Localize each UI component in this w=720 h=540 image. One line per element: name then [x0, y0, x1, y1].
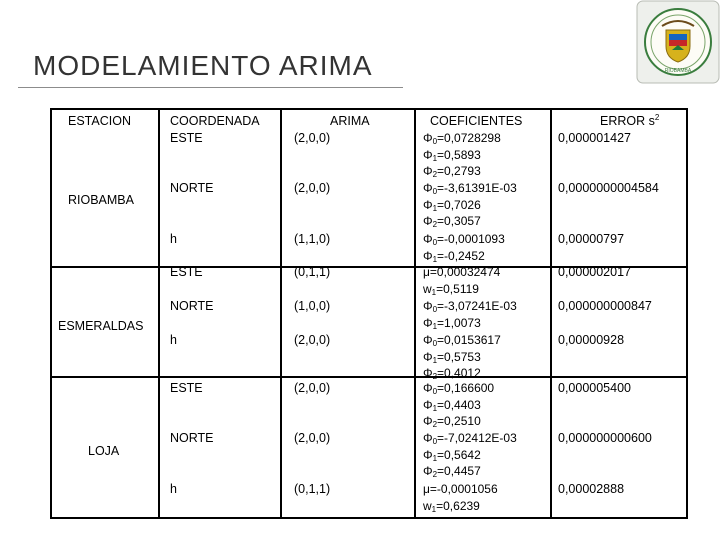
coefficient-line	[423, 481, 498, 498]
coefficient-line	[423, 332, 501, 349]
coefficient-line	[423, 380, 494, 397]
arima-order-cell: (2,0,0)	[294, 431, 331, 445]
coefficient-value: =0,5119	[436, 281, 479, 296]
title-underline	[18, 87, 403, 88]
coefficient-value: =-3,61391E-03	[437, 181, 517, 195]
coefficient-symbol: Φ	[423, 214, 433, 228]
arima-order-cell: (0,1,1)	[294, 265, 331, 279]
coordenada-cell: ESTE	[170, 131, 203, 145]
coefficient-symbol: μ	[423, 482, 430, 496]
error-value-cell: 0,00002888	[558, 482, 625, 496]
table-bottom-border	[50, 517, 688, 519]
header-error-exponent: 2	[654, 113, 660, 122]
slide-title: MODELAMIENTO ARIMA	[33, 50, 373, 81]
coefficient-subscript: 0	[432, 339, 438, 348]
coefficient-value: =0,2793	[437, 164, 481, 178]
coefficient-symbol: Φ	[423, 366, 433, 380]
coefficient-line	[423, 413, 481, 430]
coefficient-value: =-0,0001056	[429, 482, 498, 496]
coordenada-cell: NORTE	[170, 299, 214, 313]
coordenada-cell: h	[170, 333, 177, 347]
coefficient-line	[423, 463, 481, 480]
station-esmeraldas: ESMERALDAS	[58, 319, 144, 333]
coefficient-line	[423, 248, 485, 265]
arima-order-cell: (2,0,0)	[294, 333, 331, 347]
col-divider-2	[280, 108, 282, 518]
table-right-border	[686, 108, 688, 518]
coefficient-line	[423, 180, 517, 197]
coefficient-subscript: 1	[432, 403, 438, 413]
coefficient-symbol: Φ	[423, 299, 433, 313]
header-arima: ARIMA	[330, 114, 370, 128]
arima-order-cell: (1,1,0)	[294, 232, 331, 246]
coefficient-symbol: Φ	[423, 147, 433, 162]
group-divider-2	[50, 376, 688, 378]
university-seal-icon	[636, 0, 720, 84]
coefficient-symbol: Φ	[423, 131, 433, 145]
header-error-text: ERROR s	[600, 114, 655, 128]
header-coordenada: COORDENADA	[170, 114, 260, 128]
coefficient-value: =0,0728298	[437, 131, 501, 145]
coefficient-symbol: w	[423, 281, 432, 296]
coordenada-cell: h	[170, 232, 177, 246]
coefficient-value: =0,4012	[437, 366, 481, 380]
coordenada-cell: ESTE	[170, 381, 203, 395]
coefficient-symbol: Φ	[423, 381, 433, 395]
coefficient-subscript: 1	[432, 321, 438, 331]
coefficient-value: =-0,2452	[437, 248, 485, 263]
coefficient-value: =0,2510	[437, 414, 481, 428]
error-value-cell: 0,000002017	[558, 265, 631, 279]
coefficient-subscript: 2	[432, 220, 438, 229]
coefficient-line	[423, 264, 500, 281]
coefficient-subscript: 1	[431, 504, 437, 514]
coefficient-value: =0,4457	[437, 464, 481, 478]
coefficient-value: =0,5753	[437, 349, 481, 364]
coefficient-symbol: Φ	[423, 349, 433, 364]
arima-table	[50, 108, 688, 518]
station-loja: LOJA	[88, 444, 120, 458]
coefficient-value: =0,0153617	[437, 333, 501, 347]
error-value-cell: 0,00000797	[558, 232, 625, 246]
coefficient-subscript: 1	[431, 287, 437, 297]
coefficient-symbol: Φ	[423, 164, 433, 178]
arima-order-cell: (2,0,0)	[294, 181, 331, 195]
header-coeficientes: COEFICIENTES	[430, 114, 523, 128]
coefficient-subscript: 1	[432, 153, 438, 163]
coefficient-symbol: w	[423, 498, 432, 513]
coefficient-value: =-3,07241E-03	[437, 299, 517, 313]
arima-order-cell: (1,0,0)	[294, 299, 331, 313]
coefficient-value: =0,166600	[437, 381, 495, 395]
col-divider-1	[158, 108, 160, 518]
seal-text: RIOBAMBA	[664, 68, 692, 74]
coefficient-line	[423, 130, 501, 147]
coordenada-cell: h	[170, 482, 177, 496]
coefficient-line	[423, 163, 481, 180]
coefficient-subscript: 2	[432, 170, 438, 179]
arima-order-cell: (2,0,0)	[294, 131, 331, 145]
coefficient-value: =0,6239	[436, 498, 480, 513]
coefficient-subscript: 0	[432, 387, 438, 396]
table-left-border	[50, 108, 52, 518]
coefficient-symbol: Φ	[423, 431, 433, 445]
coefficient-subscript: 0	[432, 137, 438, 146]
coefficient-line	[423, 147, 481, 164]
coefficient-line	[423, 430, 517, 447]
station-riobamba: RIOBAMBA	[68, 193, 134, 207]
coefficient-value: =1,0073	[437, 315, 481, 330]
coefficient-line	[423, 281, 479, 298]
coefficient-subscript: 1	[432, 355, 438, 365]
coefficient-line	[423, 197, 481, 214]
coefficient-symbol: Φ	[423, 197, 433, 212]
coefficient-symbol: Φ	[423, 181, 433, 195]
coefficient-value: =0,5893	[437, 147, 481, 162]
coefficient-line	[423, 349, 481, 366]
error-value-cell: 0,000000000600	[558, 431, 652, 445]
coefficient-value: =0,00032474	[429, 265, 501, 279]
coefficient-value: =0,3057	[437, 214, 481, 228]
coordenada-cell: NORTE	[170, 431, 214, 445]
error-value-cell: 0,0000000004584	[558, 181, 659, 195]
coefficient-subscript: 2	[432, 470, 438, 479]
coefficient-symbol: Φ	[423, 464, 433, 478]
coefficient-line	[423, 397, 481, 414]
coefficient-value: =0,7026	[437, 197, 481, 212]
coefficient-symbol: Φ	[423, 248, 433, 263]
coefficient-line	[423, 213, 481, 230]
coefficient-subscript: 1	[432, 453, 438, 463]
coefficient-subscript: 0	[432, 187, 438, 196]
coefficient-line	[423, 298, 517, 315]
coefficient-line	[423, 315, 481, 332]
coefficient-line	[423, 447, 481, 464]
coefficient-subscript: 2	[432, 372, 438, 381]
coefficient-value: =0,5642	[437, 447, 481, 462]
col-divider-4	[550, 108, 552, 518]
coordenada-cell: ESTE	[170, 265, 203, 279]
coordenada-cell: NORTE	[170, 181, 214, 195]
coefficient-symbol: μ	[423, 265, 430, 279]
coefficient-value: =-0,0001093	[437, 232, 505, 246]
coefficient-subscript: 0	[432, 238, 438, 247]
coefficient-subscript: 0	[432, 437, 438, 446]
coefficient-subscript: 2	[432, 420, 438, 429]
header-error	[600, 113, 659, 130]
coefficient-subscript: 0	[432, 305, 438, 314]
coefficient-value: =0,4403	[437, 397, 481, 412]
coefficient-subscript: 1	[432, 203, 438, 213]
coefficient-symbol: Φ	[423, 397, 433, 412]
arima-order-cell: (0,1,1)	[294, 482, 331, 496]
error-value-cell: 0,000000000847	[558, 299, 652, 313]
coefficient-subscript: 1	[432, 254, 438, 264]
coefficient-symbol: Φ	[423, 315, 433, 330]
coefficient-symbol: Φ	[423, 333, 433, 347]
col-divider-3	[414, 108, 416, 518]
coefficient-value: =-7,02412E-03	[437, 431, 517, 445]
arima-order-cell: (2,0,0)	[294, 381, 331, 395]
coefficient-line	[423, 498, 480, 515]
coefficient-symbol: Φ	[423, 447, 433, 462]
table-top-border	[50, 108, 688, 110]
header-estacion: ESTACION	[68, 114, 131, 128]
error-value-cell: 0,00000928	[558, 333, 625, 347]
error-value-cell: 0,000001427	[558, 131, 631, 145]
coefficient-line	[423, 231, 505, 248]
error-value-cell: 0,000005400	[558, 381, 631, 395]
coefficient-symbol: Φ	[423, 414, 433, 428]
coefficient-symbol: Φ	[423, 232, 433, 246]
